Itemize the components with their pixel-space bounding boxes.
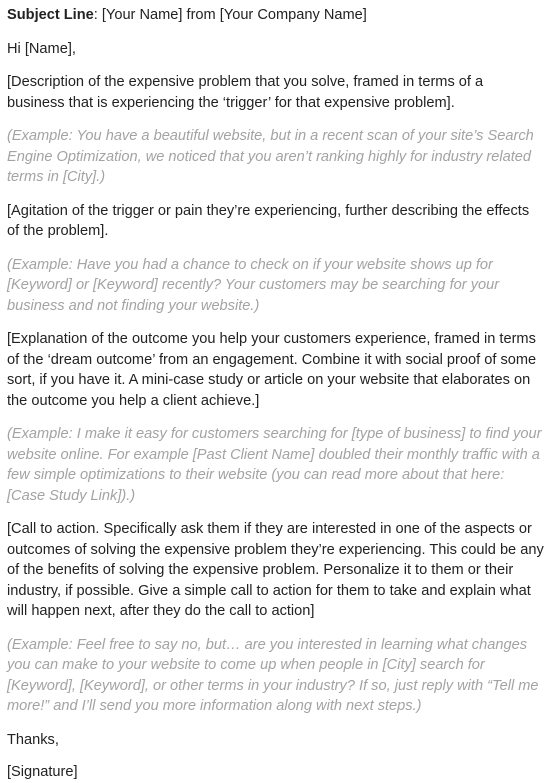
signature: [Signature] <box>7 764 78 780</box>
problem-example: (Example: You have a beautiful website, but in a recent scan of your site’s Search Engine Optimization, we noticed that you aren’t ranking highly for industry related terms in [City].) <box>7 128 534 185</box>
subject-line <box>7 5 544 26</box>
call-to-action-paragraph: [Call to action. Specifically ask them if they are interested in one of the aspects or outcomes of solving the expensive problem they’re experiencing. This could be any of the benefits of solving the expensive problem. Personalize it to them or their industry, if possible. Give a simple call to action for them to take and explain what will happen next, after they do the call to action] <box>7 521 544 619</box>
call-to-action-example: (Example: Feel free to say no, but… are you interested in learning what changes you can make to your website to come up when people in [City] search for [Keyword], [Keyword], or other terms in your industry? If so, just reply with “Tell me more!” and I’ll send you more information along with next steps.) <box>7 636 539 714</box>
agitation-example: (Example: Have you had a chance to check on if your website shows up for [Keyword] or [Keyword] recently? Your customers may be searching for your business and not finding your website.) <box>7 256 500 314</box>
outcome-paragraph: [Explanation of the outcome you help your customers experience, framed in terms of the ‘dream outcome’ from an engagement. Combine it with social proof of some sort, if you have it. A mini-case study or article on your website that elaborates on the outcome you help a client achieve.] <box>7 331 537 409</box>
greeting: Hi [Name], <box>7 40 76 57</box>
closing: Thanks, <box>7 731 59 748</box>
subject-value: : [Your Name] from [Your Company Name] <box>93 7 367 23</box>
subject-label: Subject Line <box>7 7 94 23</box>
agitation-paragraph: [Agitation of the trigger or pain they’re experiencing, further describing the effects of the problem]. <box>7 202 530 239</box>
problem-paragraph: [Description of the expensive problem that you solve, framed in terms of a business that is experiencing the ‘trigger’ for that expensive problem]. <box>7 74 484 111</box>
outcome-example: (Example: I make it easy for customers searching for [type of business] to find your website online. For example [Past Client Name] doubled their monthly traffic with a few simple optimizations to their website (you can read more about that here: [Case Study Link]).) <box>7 426 542 504</box>
